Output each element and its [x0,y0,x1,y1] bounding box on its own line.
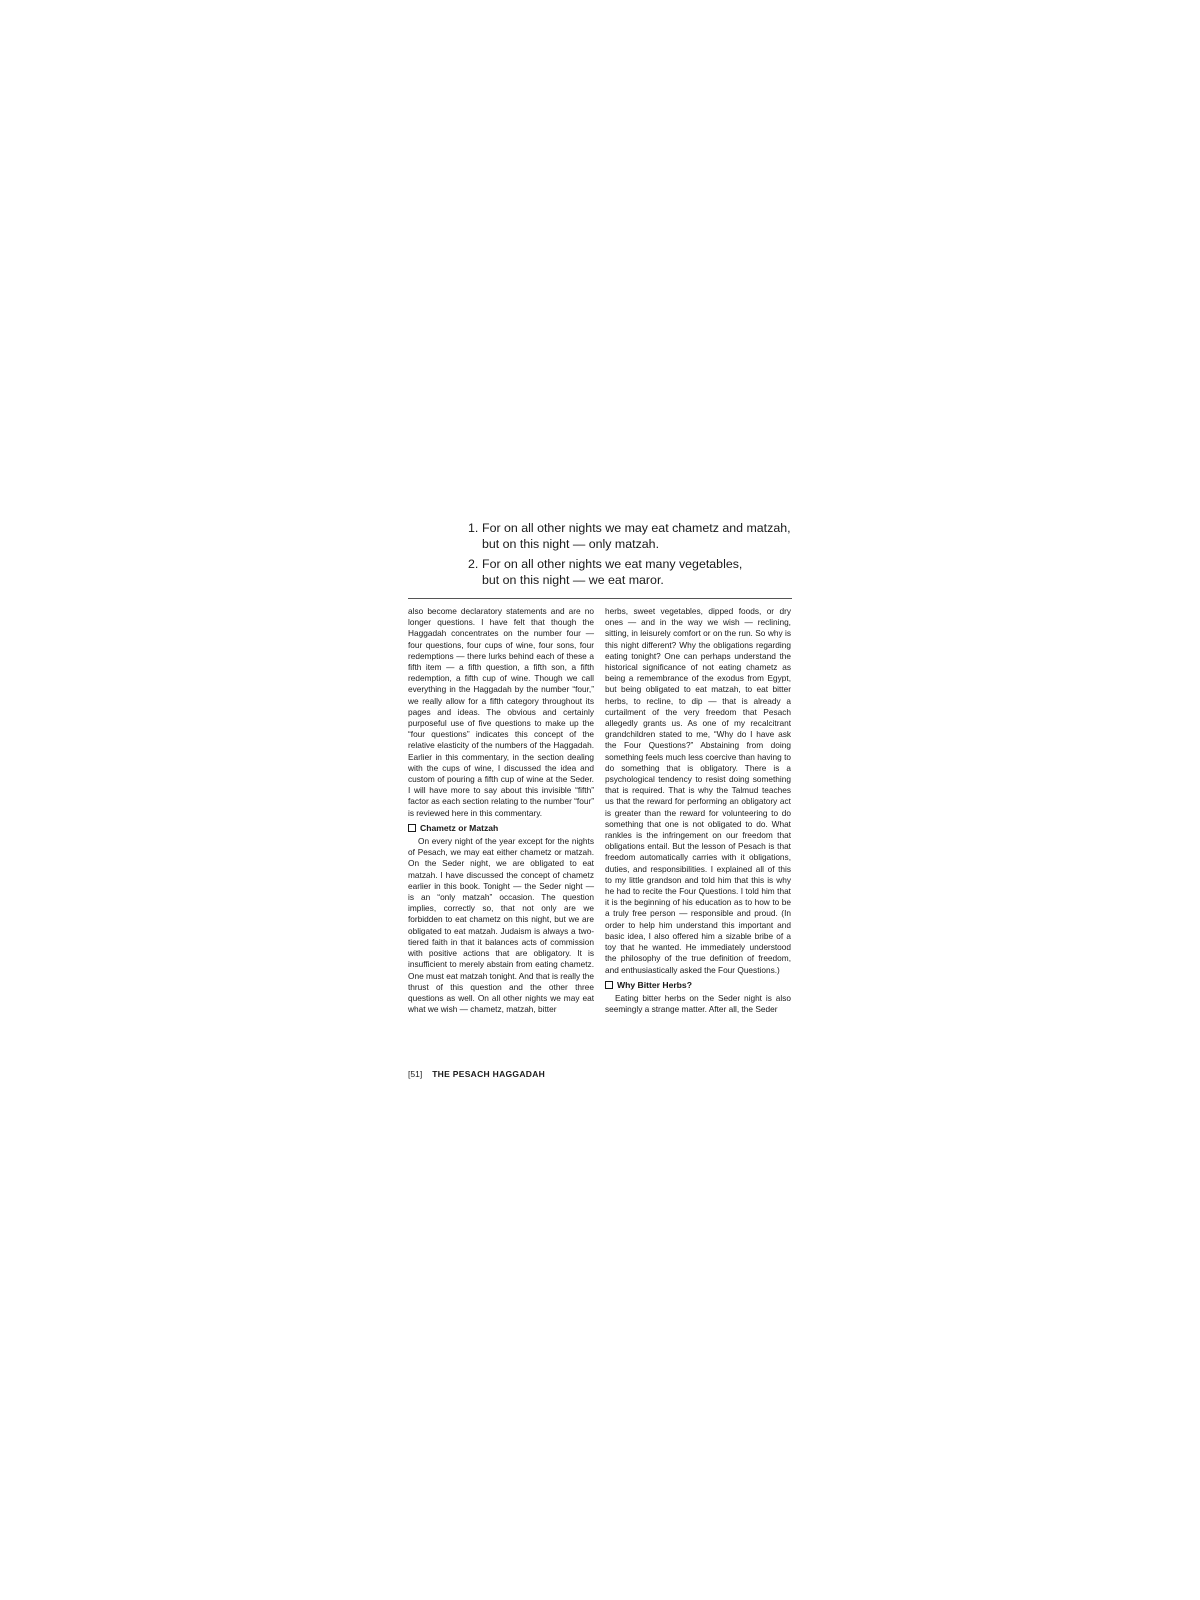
commentary-paragraph: also become declaratory statements and are no longer questions. I have felt that though the Haggadah concentrates on the number four — four questions, four cups of wine, four sons, four redemptions — there lurks behind each of these a fifth item — a fifth question, a fifth son, a fifth redemption, a fifth cup of wine. Though we call everything in the Haggadah by the number “four,” we really allow for a fifth category throughout its pages and ideas. The obvious and certainly purposeful use of five questions to make up the “four questions” indicates this concept of the relative elasticity of the numbers of the Haggadah. Earlier in this commentary, in the section dealing with the cups of wine, I discussed the idea and custom of pouring a fifth cup of wine at the Seder. I will have more to say about this invisible “fifth” factor as each section relating to the number “four” is reviewed here in this commentary. [408,606,594,818]
question-line: but on this night — we eat maror. [482,573,664,587]
section-heading [605,980,791,991]
book-page [408,0,792,1600]
question-number: 2. [468,557,479,571]
question-line: For on all other nights we may eat chametz and matzah, [482,521,791,535]
horizontal-rule [408,598,792,599]
section-heading [408,823,594,834]
page-footer [408,1069,545,1079]
four-questions-list [468,520,798,592]
section-heading-text: Chametz or Matzah [420,822,499,833]
page-number: [51] [408,1069,423,1079]
commentary-paragraph: Eating bitter herbs on the Seder night is also seemingly a strange matter. After all, the Seder [605,992,791,1015]
checkbox-square-icon [408,824,416,832]
commentary-paragraph: herbs, sweet vegetables, dipped foods, or dry ones — and in the way we wish — reclining, sitting, in leisurely comfort or on the run. So why is this night different? Why the obligations regarding eating tonight? One can perhaps understand the historical significance of not eating chametz as being a remembrance of the exodus from Egypt, but being obligated to eat matzah, to eat bitter herbs, to recline, to dip — that is already a curtailment of the very freedom that Pesach allegedly grants us. As one of my recalcitrant grandchildren stated to me, “Why do I have ask the Four Questions?” Abstaining from doing something feels much less coercive than having to do something that is obligatory. There is a psychological tendency to resist doing something that is required. That is why the Talmud teaches us that the reward for performing an obligatory act is greater than the reward for volunteering to do something that one is not obligated to do. What rankles is the infringement on our freedom that obligations entail. But the lesson of Pesach is that freedom automatically carries with it obligations, duties, and responsibilities. I explained all of this to my little grandson and told him that this is why he had to recite the Four Questions. I told him that it is the beginning of his education as to how to be a truly free person — responsible and proud. (In order to help him understand this important and basic idea, I also offered him a sizable bribe of a toy that he wanted. He immediately understood the philosophy of the true definition of freedom, and enthusiastically asked the Four Questions.) [605,606,791,975]
question-line: but on this night — only matzah. [482,537,660,551]
question-item [468,520,798,552]
question-number: 1. [468,521,479,535]
commentary-paragraph: On every night of the year except for the nights of Pesach, we may eat either chametz or matzah. On the Seder night, we are obligated to eat matzah. I have discussed the concept of chametz earlier in this book. Tonight — the Seder night — is an “only matzah” occasion. The question implies, correctly so, that not only are we forbidden to eat chametz on this night, but we are obligated to eat matzah. Judaism is always a two-tiered faith in that it balances acts of commission with positive actions that are obligatory. It is insufficient to merely abstain from eating chametz. One must eat matzah tonight. And that is really the thrust of this question and the other three questions as well. On all other nights we may eat what we wish — chametz, matzah, bitter [408,836,594,1015]
running-title: THE PESACH HAGGADAH [432,1069,546,1079]
commentary-right-column [605,606,791,1015]
checkbox-square-icon [605,981,613,989]
section-heading-text: Why Bitter Herbs? [617,979,692,990]
question-line: For on all other nights we eat many vegetables, [482,557,743,571]
question-item [468,556,798,588]
commentary-left-column [408,606,594,1015]
